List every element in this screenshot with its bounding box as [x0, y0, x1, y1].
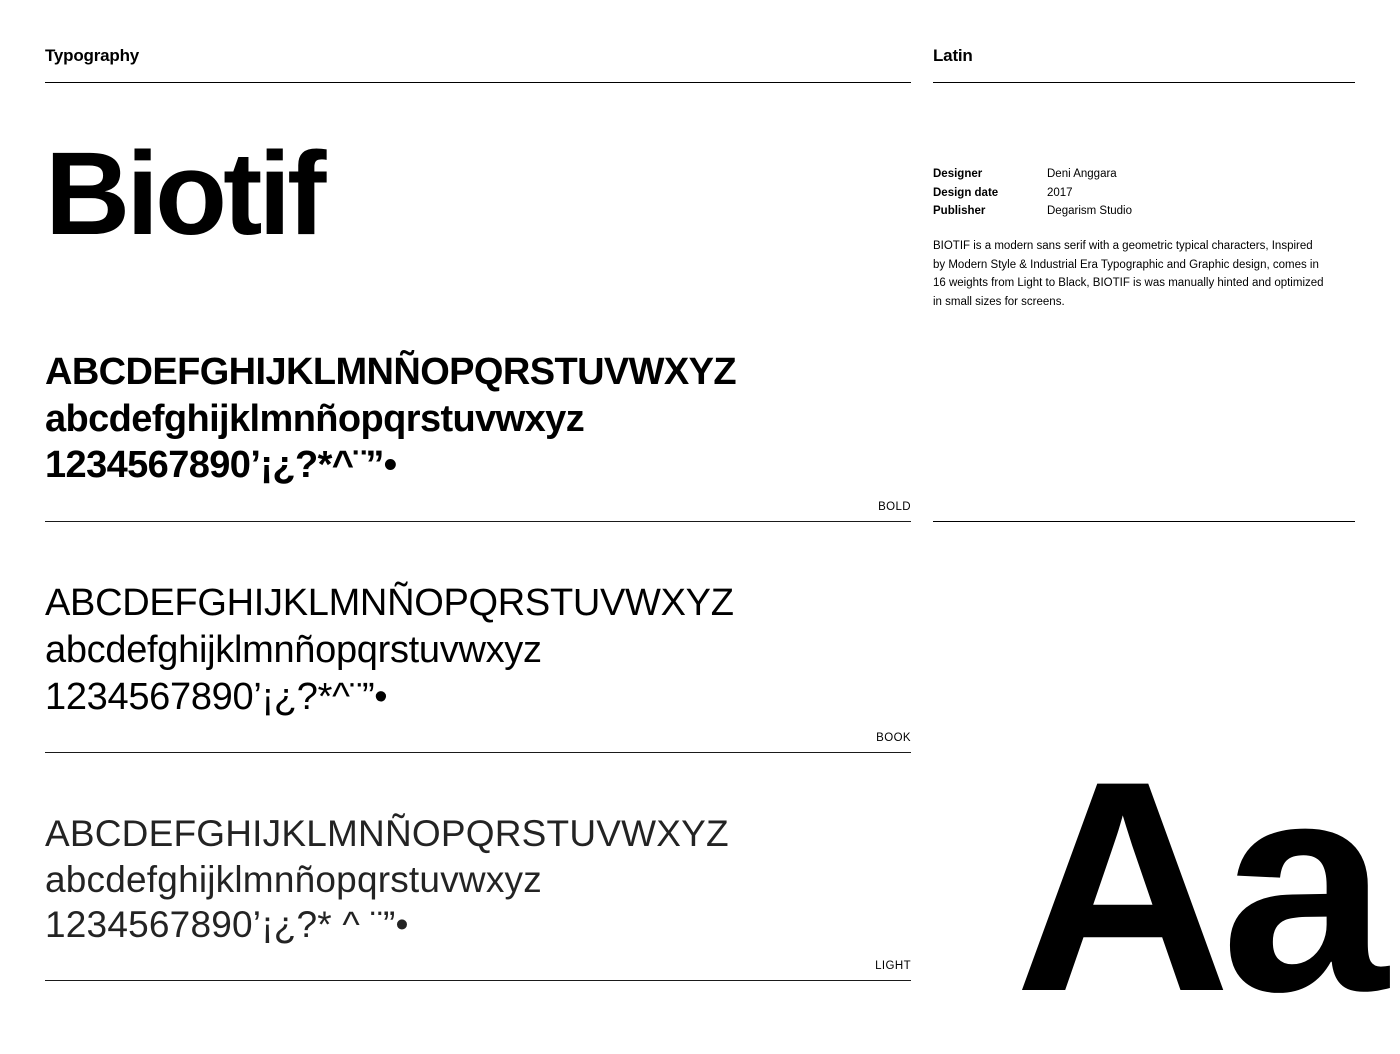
weight-label-bold: BOLD: [878, 501, 911, 514]
specimen-lines: [45, 349, 911, 495]
metadata-key-designer: Designer: [933, 168, 983, 180]
specimen-line-numerals: 1234567890’¡¿?*^¨”•: [45, 444, 397, 487]
specimen-line-lowercase: abcdefghijklmnñopqrstuvwxyz: [45, 858, 542, 900]
page-title: Typography: [45, 46, 140, 65]
specimen-light: [45, 753, 911, 981]
specimen-line-lowercase: abcdefghijklmnñopqrstuvwxyz: [45, 397, 585, 440]
right-column: [933, 0, 1355, 311]
script-title: Latin: [933, 46, 973, 65]
weight-label-book: BOOK: [876, 732, 911, 745]
metadata-row: [933, 202, 1355, 221]
metadata-key-design-date: Design date: [933, 186, 999, 199]
specimen-book: [45, 522, 911, 753]
specimen-line-numerals: 1234567890’¡¿?*^¨”•: [45, 675, 388, 718]
title-divider: [45, 82, 911, 83]
specimen-lines: [45, 580, 911, 726]
specimen-divider-light: [45, 980, 911, 981]
brand-wordmark: Biotif: [45, 128, 323, 260]
specimen-lines: [45, 811, 911, 954]
font-description: BIOTIF is a modern sans serif with a geometric typical characters, Inspired by Modern Style & Industrial Era Typographic and Graphic design, comes in 16 weights from Light to Black, BIOTIF is was manually hinted and optimized in small sizes for screens.: [933, 239, 1324, 308]
left-column: [45, 0, 911, 981]
specimen-line-uppercase: ABCDEFGHIJKLMNÑOPQRSTUVWXYZ: [45, 351, 737, 393]
weight-label-light: LIGHT: [875, 959, 911, 972]
metadata-value-design-date: 2017: [1047, 186, 1073, 199]
metadata-row: [933, 165, 1355, 184]
specimen-line-numerals: 1234567890’¡¿?* ^ ¨”•: [45, 904, 409, 946]
metadata-table: [933, 165, 1355, 221]
specimen-line-uppercase: ABCDEFGHIJKLMNÑOPQRSTUVWXYZ: [45, 813, 729, 855]
specimen-line-lowercase: abcdefghijklmnñopqrstuvwxyz: [45, 628, 542, 671]
metadata-key-publisher: Publisher: [933, 205, 986, 218]
script-title-divider: [933, 82, 1355, 83]
sample-glyphs-aa: Aa: [1014, 718, 1378, 1054]
specimen-line-uppercase: ABCDEFGHIJKLMNÑOPQRSTUVWXYZ: [45, 582, 734, 625]
metadata-value-publisher: Degarism Studio: [1047, 205, 1133, 218]
metadata-value-designer: Deni Anggara: [1047, 168, 1117, 180]
metadata-row: [933, 184, 1355, 203]
right-column-divider: [933, 521, 1355, 522]
specimen-bold: [45, 253, 911, 522]
